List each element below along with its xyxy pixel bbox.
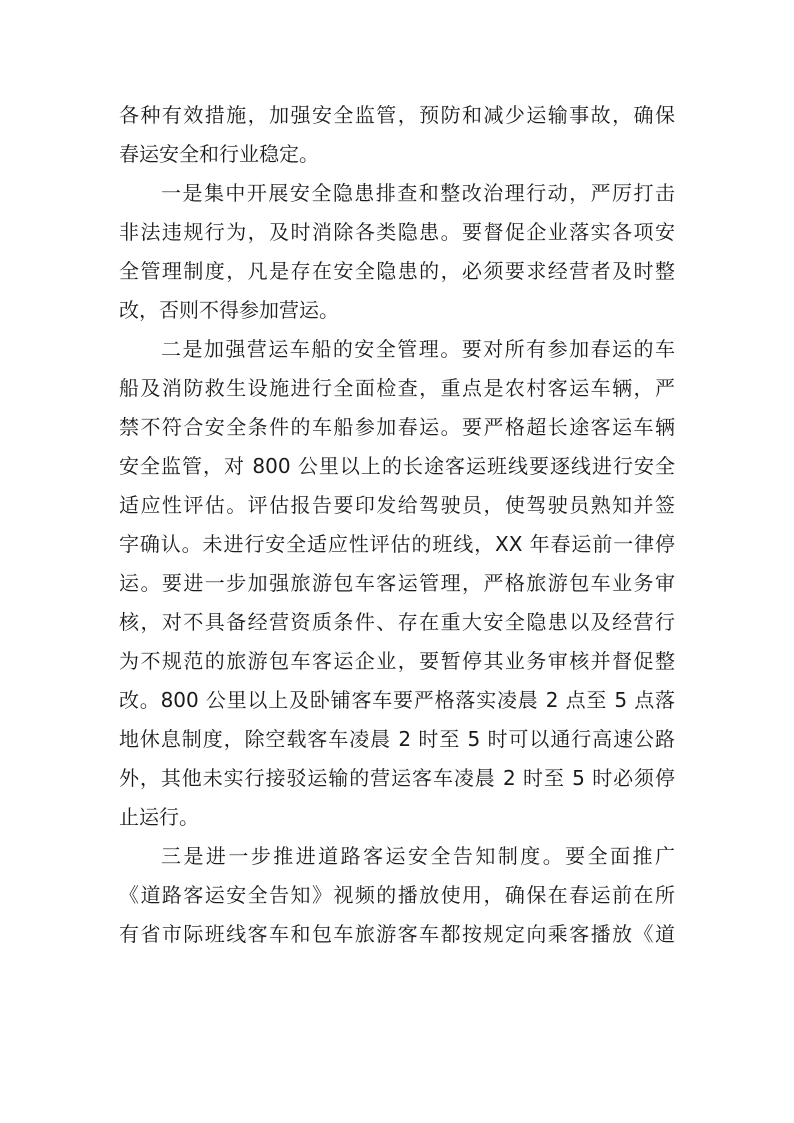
text-line: 安全监管，对 800 公里以上的长途客运班线要逐线进行安全 — [119, 454, 675, 478]
text-line: 字确认。未进行安全适应性评估的班线，XX 年春运前一律停 — [119, 532, 675, 556]
paragraph-vehicle-management — [119, 330, 675, 837]
text-line: 非法违规行为，及时消除各类隐患。要督促企业落实各项安 — [119, 220, 675, 244]
paragraph-safety-notice — [119, 837, 675, 954]
paragraph-safety-inspection — [119, 174, 675, 330]
text-line: 核，对不具备经营资质条件、存在重大安全隐患以及经营行 — [119, 610, 675, 634]
text-line: 止运行。 — [119, 805, 199, 829]
text-line: 一是集中开展安全隐患排查和整改治理行动，严厉打击 — [161, 181, 675, 205]
document-body — [119, 96, 675, 954]
text-line: 禁不符合安全条件的车船参加春运。要严格超长途客运车辆 — [119, 415, 675, 439]
text-line: 有省市际班线客车和包车旅游客车都按规定向乘客播放《道 — [119, 922, 675, 946]
text-line: 改。800 公里以上及卧铺客车要严格落实凌晨 2 点至 5 点落 — [119, 688, 675, 712]
text-line: 各种有效措施，加强安全监管，预防和减少运输事故，确保 — [119, 103, 675, 127]
text-line: 船及消防救生设施进行全面检查，重点是农村客运车辆，严 — [119, 376, 675, 400]
text-line: 《道路客运安全告知》视频的播放使用，确保在春运前在所 — [119, 883, 675, 907]
text-line: 三是进一步推进道路客运安全告知制度。要全面推广 — [161, 844, 675, 868]
text-line: 地休息制度，除空载客车凌晨 2 时至 5 时可以通行高速公路 — [119, 727, 675, 751]
text-line: 二是加强营运车船的安全管理。要对所有参加春运的车 — [161, 337, 675, 361]
text-line: 为不规范的旅游包车客运企业，要暂停其业务审核并督促整 — [119, 649, 675, 673]
text-line: 春运安全和行业稳定。 — [119, 142, 319, 166]
text-line: 改，否则不得参加营运。 — [119, 298, 339, 322]
paragraph-continuation — [119, 96, 675, 174]
text-line: 运。要进一步加强旅游包车客运管理，严格旅游包车业务审 — [119, 571, 675, 595]
text-line: 外，其他未实行接驳运输的营运客车凌晨 2 时至 5 时必须停 — [119, 766, 675, 790]
text-line: 适应性评估。评估报告要印发给驾驶员，使驾驶员熟知并签 — [119, 493, 675, 517]
text-line: 全管理制度，凡是存在安全隐患的，必须要求经营者及时整 — [119, 259, 675, 283]
